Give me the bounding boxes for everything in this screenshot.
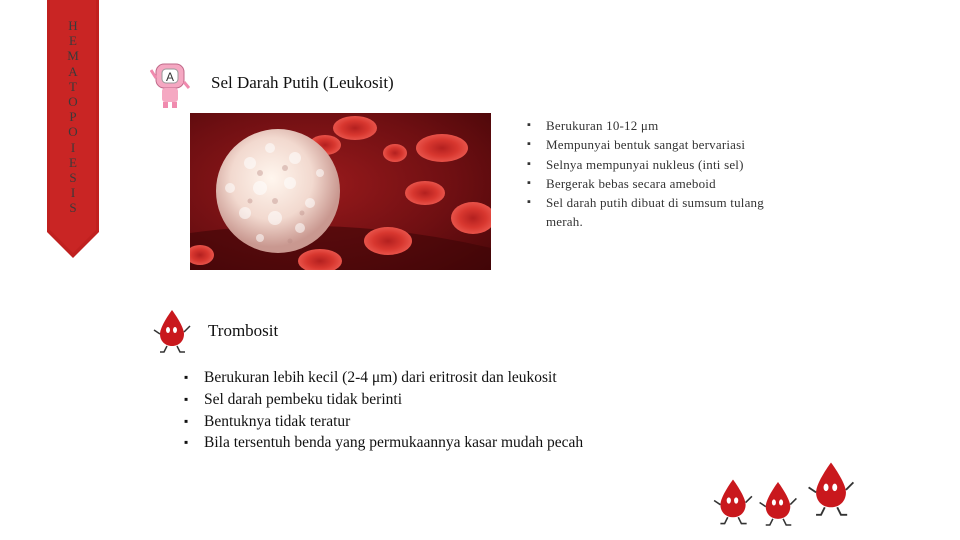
blood-drop-mascot-icon [712,477,754,530]
svg-text:A: A [165,70,175,84]
leukocyte-bullet-list [527,116,777,232]
banner-letter: M [67,48,79,64]
banner-letter: O [68,94,78,110]
leukocyte-title: Sel Darah Putih (Leukosit) [211,73,394,92]
bullet-item: ▪ Bila tersentuh benda yang permukaannya kasar mudah pecah [184,432,654,454]
bullet-item: ▪ Selnya mempunyai nukleus (inti sel) [527,155,777,174]
banner-letter: H [68,18,78,33]
banner-letter: I [70,185,76,201]
banner-letter: S [69,170,77,186]
banner-letter: E [69,33,77,49]
banner-letter: I [70,139,76,155]
bullet-item: ▪ Berukuran 10-12 μm [527,116,777,135]
bullet-item: ▪ Bentuknya tidak teratur [184,411,654,433]
banner-letters [47,18,99,216]
banner-letter: A [68,63,78,79]
banner-letter: T [69,78,77,94]
banner-letter: S [69,200,77,216]
banner-letter: O [68,124,78,140]
banner-letter: E [69,154,77,170]
leukocyte-photo [190,113,491,270]
hematopoiesis-banner [47,0,99,258]
blood-drop-mascot-icon [152,308,192,358]
bullet-item: ▪ Sel darah putih dibuat di sumsum tulang merah. [527,193,777,232]
trombosit-title: Trombosit [208,321,279,340]
bullet-item: ▪ Berukuran lebih kecil (2-4 μm) dari eritrosit dan leukosit [184,367,654,389]
banner-letter: P [69,109,77,125]
pink-cell-mascot-icon [150,60,190,115]
bullet-item: ▪ Mempunyai bentuk sangat bervariasi [527,135,777,154]
blood-drop-mascot-icon [806,460,856,521]
bullet-item: ▪ Bergerak bebas secara ameboid [527,174,777,193]
blood-drop-mascot-icon [757,480,799,531]
trombosit-bullet-list [184,367,654,454]
bullet-item: ▪ Sel darah pembeku tidak berinti [184,389,654,411]
